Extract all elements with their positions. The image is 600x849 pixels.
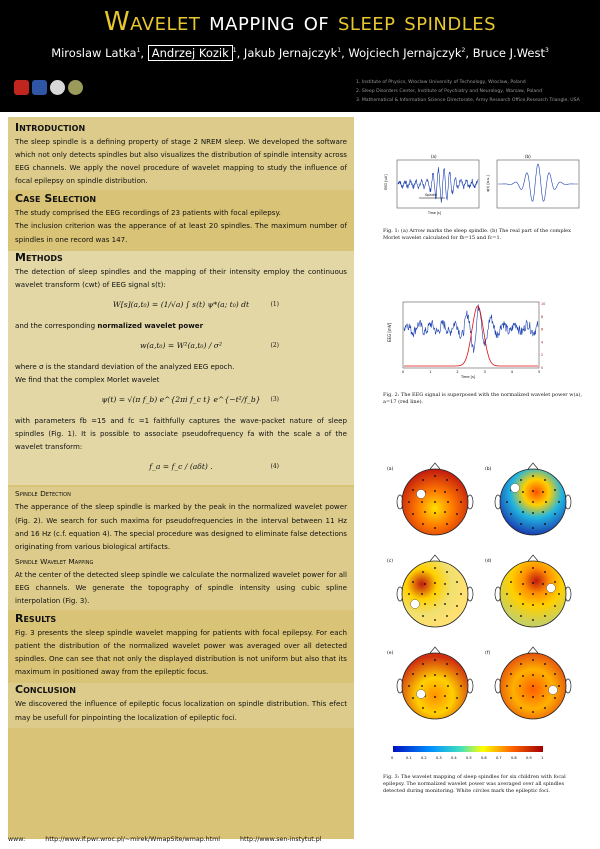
case-text-1: The study comprised the EEG recordings of 23 patients with focal epilepsy. — [15, 208, 281, 218]
electrode-dot — [434, 685, 436, 687]
fig1-ylabel-b: ψ(t) [a.u.] — [486, 175, 490, 192]
electrode-dot — [444, 603, 446, 605]
electrode-dot — [520, 615, 522, 617]
conclusion-heading: Conclusion — [15, 683, 76, 697]
electrode-dot — [422, 479, 424, 481]
methods-text-1: The detection of sleep spindles and the mapping of their intensity employ the continuous wavelet transform (cwt) of EEG signal s(t): — [15, 266, 347, 289]
header — [0, 0, 600, 112]
electrode-dot — [412, 697, 414, 699]
electrode-dot — [434, 674, 436, 676]
fig1a-frame — [397, 160, 479, 208]
electrode-dot — [422, 523, 424, 525]
electrode-dot — [424, 511, 426, 513]
head-nose — [528, 555, 538, 561]
electrode-dot — [506, 593, 508, 595]
electrode-dot — [522, 603, 524, 605]
electrode-dot — [447, 593, 449, 595]
electrode-dot — [444, 675, 446, 677]
colorbar-tick: 0.2 — [421, 756, 427, 760]
electrode-dot — [422, 707, 424, 709]
electrode-dot — [434, 490, 436, 492]
electrode-dot — [520, 479, 522, 481]
fig1-label-b: (b) — [525, 154, 531, 159]
fig3-head-map — [387, 463, 473, 535]
colorbar-tick: 1 — [541, 756, 544, 760]
fig3-caption: Fig. 3: The wavelet mapping of sleep spindles for six children with focal epilepsy. The normalized wavelet power was averaged over all spindles detected during monitoring. White circles mark the epileptic foci. — [383, 774, 566, 794]
affiliation-2: 2. Sleep Disorders Center, Institute of Psychiatry and Neurology, Warsaw, Poland — [356, 89, 543, 94]
fig3-colorbar — [393, 746, 543, 752]
fig2-ytick-right: 10 — [541, 302, 546, 306]
electrode-dot — [542, 583, 544, 585]
electrode-dot — [446, 663, 448, 665]
title-part-2: mapping of — [209, 7, 330, 37]
fig1-caption: Fig. 1: (a) Arrow marks the sleep spindle. (b) The real part of the complex Morlet wavelet calculated for fb=15 and fc=1. — [383, 228, 571, 241]
electrode-dot — [421, 685, 423, 687]
electrode-dot — [421, 501, 423, 503]
electrode-dot — [446, 479, 448, 481]
electrode-dot — [434, 567, 436, 569]
epileptic-focus-marker — [417, 690, 426, 699]
text-column — [8, 117, 354, 839]
electrode-dot — [434, 475, 436, 477]
electrode-dot — [510, 605, 512, 607]
electrode-dot — [408, 501, 410, 503]
figure-3 — [383, 460, 583, 770]
electrode-dot — [519, 501, 521, 503]
electrode-dot — [506, 501, 508, 503]
institution-logos — [14, 80, 83, 98]
electrode-dot — [424, 583, 426, 585]
electrode-dot — [421, 593, 423, 595]
case-text-2: The inclusion criterion was the apperance of at least 20 spindles. The maximum number of spindles in one record was 147. — [15, 221, 347, 244]
fig3-head-map — [387, 647, 473, 719]
electrode-dot — [408, 685, 410, 687]
university-logo-icon — [14, 80, 29, 95]
electrode-dot — [554, 605, 556, 607]
electrode-dot — [522, 695, 524, 697]
fig3-panel-label: (f) — [485, 651, 491, 656]
colorbar-tick: 0.4 — [451, 756, 457, 760]
electrode-dot — [544, 663, 546, 665]
electrode-dot — [542, 695, 544, 697]
electrode-dot — [544, 615, 546, 617]
epileptic-focus-marker — [547, 584, 556, 593]
electrode-dot — [456, 513, 458, 515]
electrode-dot — [554, 489, 556, 491]
fig2-yticks-right — [541, 302, 545, 370]
electrode-dot — [558, 593, 560, 595]
electrode-dot — [434, 593, 436, 595]
footer-label: www: — [8, 836, 26, 843]
equation-3: ψ(t) = √(π f_b) e^{2πi f_c t} e^{−t²/f_b} (3) — [101, 395, 279, 405]
electrode-dot — [554, 697, 556, 699]
spindle-mapping-heading: Spindle Wavelet Mapping — [15, 556, 94, 566]
electrode-dot — [412, 513, 414, 515]
electrode-dot — [520, 707, 522, 709]
methods-text-4: We find that the complex Morlet wavelet — [15, 375, 160, 385]
fig2-xtick: 0 — [402, 370, 405, 374]
fig2-xtick: 1 — [429, 370, 432, 374]
electrode-dot — [542, 491, 544, 493]
conclusion-text: We discovered the influence of epileptic focus localization on spindle distribution. This efect may be usefull for pinpointing the localization of epileptic foci. — [15, 699, 347, 722]
electrode-dot — [456, 605, 458, 607]
electrode-dot — [446, 571, 448, 573]
electrode-dot — [544, 523, 546, 525]
author-1: Miroslaw Latka$^1$, — [51, 46, 145, 60]
electrode-dot — [532, 685, 534, 687]
case-section — [8, 192, 354, 248]
epileptic-focus-marker — [411, 600, 420, 609]
title-part-3: sleep spindles — [337, 7, 497, 37]
army-office-logo-icon — [68, 80, 83, 95]
electrode-dot — [554, 673, 556, 675]
fig3-head-maps — [387, 463, 571, 719]
fig3-panel-label: (c) — [387, 559, 393, 564]
head-nose — [430, 647, 440, 653]
electrode-dot — [444, 511, 446, 513]
fig2-ytick-right: 4 — [541, 340, 544, 345]
head-nose — [430, 555, 440, 561]
electrode-dot — [545, 501, 547, 503]
institute-url-link[interactable]: http://www.sen-instytut.pl — [240, 836, 322, 843]
fig3-panel-label: (d) — [485, 559, 492, 564]
electrode-dot — [446, 615, 448, 617]
electrode-dot — [532, 593, 534, 595]
case-heading: Case Selection — [15, 192, 97, 206]
electrode-dot — [424, 603, 426, 605]
electrode-dot — [434, 501, 436, 503]
electrode-dot — [554, 513, 556, 515]
spindle-mapping-text: At the center of the detected sleep spindle we calculate the normalized wavelet power for all EEG channels. We generate the topography of spindle intensity using cubic spline interpolation (Fig. 3). — [15, 569, 347, 605]
electrode-dot — [434, 527, 436, 529]
colorbar-tick: 0 — [391, 756, 394, 760]
institute-logo-icon — [32, 80, 47, 95]
electrode-dot — [434, 619, 436, 621]
fig2-caption: Fig. 2: The EEG signal is superposed with the normalized wavelet power w(a), a=17 (red line). — [383, 392, 583, 405]
results-heading: Results — [15, 612, 57, 626]
electrode-dot — [542, 675, 544, 677]
fig1-spindle-label: Spindle — [425, 193, 437, 197]
electrode-dot — [422, 615, 424, 617]
fig3-head-map — [485, 555, 571, 627]
fig2-ytick-right: 2 — [541, 353, 544, 358]
electrode-dot — [532, 711, 534, 713]
electrode-dot — [522, 675, 524, 677]
electrode-dot — [544, 479, 546, 481]
fig2-ytick-right: 0 — [541, 366, 544, 370]
author-2: Andrzej Kozik — [148, 45, 233, 61]
electrode-dot — [446, 707, 448, 709]
introduction-text: The sleep spindle is a defining property of stage 2 NREM sleep. We developed the software which not only detects spindles but also visualizes the distribution of spindle intensity across EEG channels. We apply the novel procedure of wavelet mapping to study the influence of focal epilepsy on spindle distribution. — [15, 137, 347, 186]
electrode-dot — [532, 501, 534, 503]
introduction-heading: Introduction — [15, 121, 86, 134]
electrode-dot — [456, 697, 458, 699]
fig3-head-map — [387, 555, 473, 627]
fig2-ylabel: EEG [mV] — [387, 322, 392, 342]
spindle-detection-section — [8, 487, 354, 610]
epileptic-focus-marker — [417, 490, 426, 499]
figure-1 — [383, 150, 583, 220]
electrode-dot — [444, 583, 446, 585]
electrode-dot — [447, 501, 449, 503]
head-nose — [528, 647, 538, 653]
electrode-dot — [444, 491, 446, 493]
fig2-xtick: 5 — [538, 370, 541, 374]
fig2-ytick-right: 8 — [541, 314, 544, 319]
electrode-dot — [542, 511, 544, 513]
electrode-dot — [412, 489, 414, 491]
fig2-xlabel: Time [s] — [461, 375, 476, 379]
electrode-dot — [532, 490, 534, 492]
fig3-panel-label: (b) — [485, 467, 492, 472]
electrode-dot — [456, 581, 458, 583]
electrode-dot — [532, 512, 534, 514]
electrode-dot — [460, 501, 462, 503]
electrode-dot — [460, 593, 462, 595]
poster-title — [0, 5, 600, 39]
electrode-dot — [542, 603, 544, 605]
electrode-dot — [434, 659, 436, 661]
electrode-dot — [544, 571, 546, 573]
electrode-dot — [532, 674, 534, 676]
fig3-head-map — [485, 647, 571, 719]
electrode-dot — [447, 685, 449, 687]
electrode-dot — [456, 489, 458, 491]
author-5: Bruce J.West$^3$ — [472, 46, 549, 60]
colorbar-tick: 0.5 — [466, 756, 472, 760]
fig2-xtick: 4 — [510, 370, 513, 374]
electrode-dot — [422, 663, 424, 665]
equation-1: W[s](a,t₀) = (1/√a) ∫ s(t) ψ*(a; t₀) dt (1) — [112, 299, 279, 309]
electrode-dot — [558, 501, 560, 503]
electrode-dot — [408, 593, 410, 595]
electrode-dot — [532, 659, 534, 661]
fig2-xticks — [402, 370, 540, 374]
methods-text-3: where σ is the standard deviation of the analyzed EEG epoch. — [15, 361, 235, 371]
conclusion-section — [8, 683, 354, 727]
author-4: Wojciech Jernajczyk$^2$, — [348, 46, 470, 60]
electrode-dot — [424, 675, 426, 677]
electrode-dot — [522, 491, 524, 493]
electrode-dot — [520, 523, 522, 525]
electrode-dot — [506, 685, 508, 687]
introduction-section — [8, 117, 354, 190]
colorbar-tick: 0.3 — [436, 756, 442, 760]
electrode-dot — [532, 696, 534, 698]
electrode-dot — [510, 673, 512, 675]
electrode-dot — [544, 707, 546, 709]
methods-text-2: and the corresponding normalized wavelet power — [15, 320, 204, 330]
colorbar-tick: 0.1 — [406, 756, 412, 760]
electrode-dot — [532, 582, 534, 584]
epileptic-focus-marker — [549, 686, 558, 695]
electrode-dot — [412, 581, 414, 583]
electrode-dot — [456, 673, 458, 675]
fig2-xtick: 3 — [483, 370, 486, 374]
electrode-dot — [412, 673, 414, 675]
electrode-dot — [532, 619, 534, 621]
electrode-dot — [532, 567, 534, 569]
colorbar-tick: 0.7 — [496, 756, 502, 760]
electrode-dot — [510, 697, 512, 699]
electrode-dot — [519, 685, 521, 687]
methods-text-5: with parameters fb =15 and fc =1 faithfully captures the wave-packet nature of sleep spindles (Fig. 1). It is possible to associate pseudofrequency fa with the scale a of the wavelet transform: — [15, 416, 347, 452]
electrode-dot — [522, 583, 524, 585]
electrode-dot — [510, 581, 512, 583]
colorbar-tick: 0.9 — [526, 756, 532, 760]
title-part-1: Wavelet — [103, 7, 201, 37]
footer-links — [8, 836, 340, 843]
electrode-dot — [434, 696, 436, 698]
head-nose — [430, 463, 440, 469]
epileptic-focus-marker — [511, 484, 520, 493]
electrode-dot — [520, 663, 522, 665]
methods-heading: Methods — [15, 250, 63, 264]
electrode-dot — [446, 523, 448, 525]
results-text: Fig. 3 presents the sleep spindle wavelet mapping for patients with focal epilepsy. For each patient the distribution of the normalized wavelet power was averaged over all detected spindles. One can see that not only the displayed distribution is not uniform but also that its maximum in positioned away from the epileptic focus. — [15, 628, 347, 677]
project-url-link[interactable]: http://www.if.pwr.wroc.pl/~mirek/WmapSite/wmap.html — [45, 836, 221, 843]
electrode-dot — [545, 685, 547, 687]
spindle-detection-text: The apperance of the sleep spindle is marked by the peak in the normalized wavelet power (Fig. 2). We search for such maxima for pseudofrequencies in the interval between 11 Hz and 16 Hz (c.f. equation 4). The special procedure was designed to eliminate false detections originating from various biological artifacts. — [15, 502, 347, 551]
fig2-ytick-right: 6 — [541, 327, 544, 332]
affiliation-1: 1. Institute of Physics, Wroclaw University of Technology, Wroclaw, Poland — [356, 80, 526, 85]
colorbar-tick: 0.6 — [481, 756, 487, 760]
affiliations — [356, 78, 580, 105]
electrode-dot — [434, 604, 436, 606]
electrode-dot — [422, 571, 424, 573]
fig1-label-a: (a) — [431, 154, 437, 159]
affiliation-3: 3. Mathematical & Information Science Directorate, Army Research Office,Research Triangle, USA — [356, 98, 580, 103]
electrode-dot — [522, 511, 524, 513]
electrode-dot — [532, 475, 534, 477]
electrode-dot — [519, 593, 521, 595]
methods-section — [8, 251, 354, 486]
fig1b-frame — [497, 160, 579, 208]
electrode-dot — [510, 513, 512, 515]
electrode-dot — [434, 711, 436, 713]
results-section — [8, 612, 354, 681]
sleep-center-logo-icon — [50, 80, 65, 95]
author-list: Miroslaw Latka$^1$, Andrzej Kozik $^1$, Jakub Jernajczyk$^1$, Wojciech Jernajczyk$^2$, Bruce J.West$^3$ — [51, 46, 549, 60]
fig3-head-map — [485, 463, 571, 535]
fig1-xlabel: Time [s] — [428, 211, 441, 215]
electrode-dot — [520, 571, 522, 573]
electrode-dot — [532, 604, 534, 606]
fig3-colorbar-ticks — [391, 756, 543, 760]
electrode-dot — [434, 512, 436, 514]
electrode-dot — [558, 685, 560, 687]
electrode-dot — [434, 582, 436, 584]
fig3-panel-label: (e) — [387, 651, 394, 656]
electrode-dot — [554, 581, 556, 583]
electrode-dot — [545, 593, 547, 595]
author-3: Jakub Jernajczyk$^1$, — [243, 46, 345, 60]
colorbar-tick: 0.8 — [511, 756, 517, 760]
fig3-panel-label: (a) — [387, 467, 394, 472]
spindle-detection-heading: Spindle Detection — [15, 489, 71, 499]
equation-4: f_a = f_c / (aδt) . (4) — [149, 462, 279, 472]
fig2-xtick: 2 — [456, 370, 459, 374]
equation-2: w(a,t₀) = W²(a,t₀) / σ² (2) — [139, 340, 279, 350]
electrode-dot — [460, 685, 462, 687]
fig1-ylabel-a: EEG [uV] — [384, 174, 388, 190]
figure-2 — [383, 298, 553, 380]
electrode-dot — [532, 527, 534, 529]
head-nose — [528, 463, 538, 469]
electrode-dot — [444, 695, 446, 697]
